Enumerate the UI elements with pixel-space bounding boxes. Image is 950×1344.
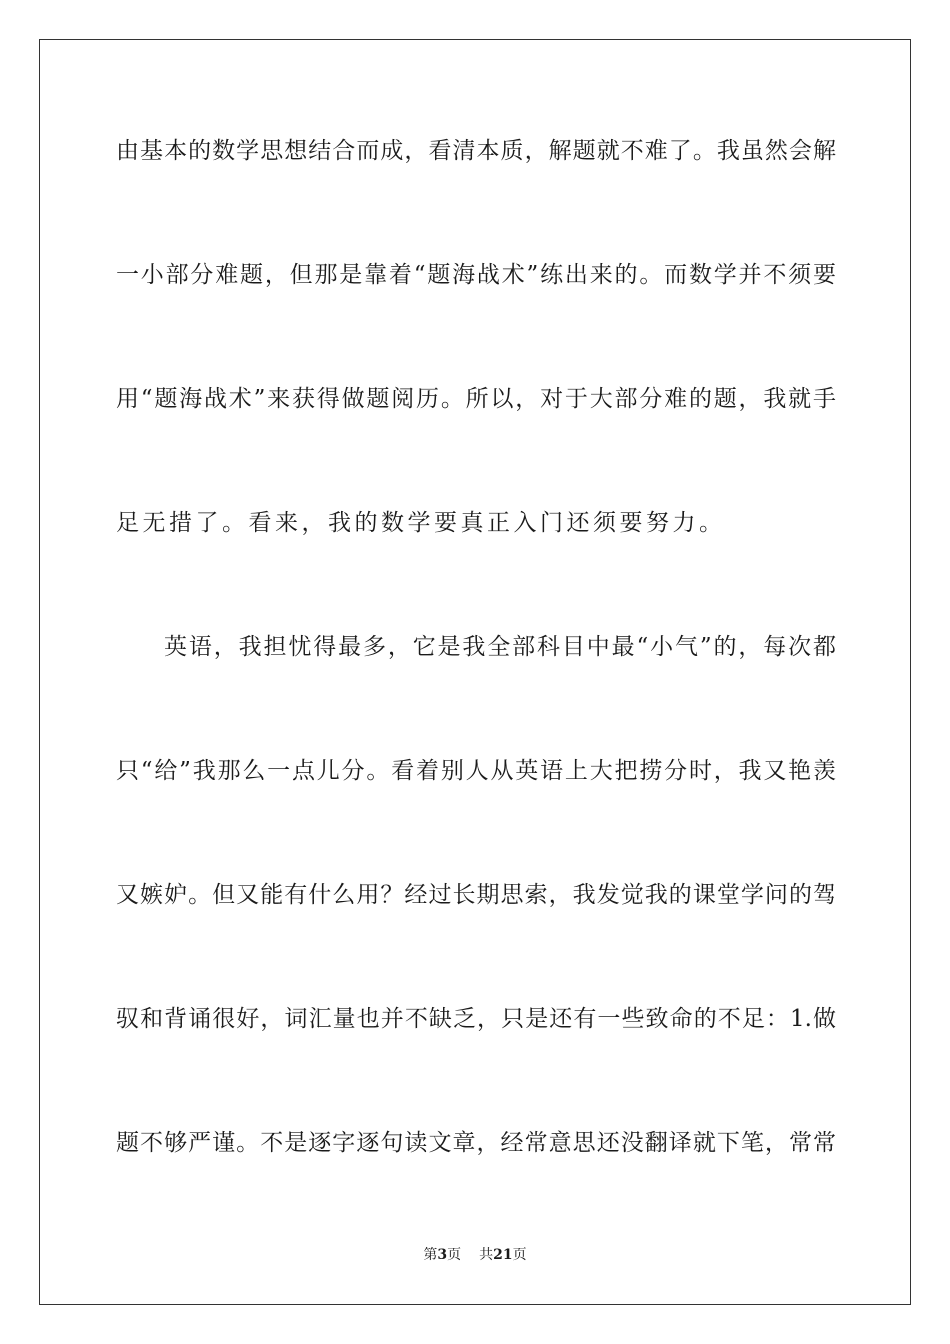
page-suffix: 页 [447,1247,462,1263]
text-line: 足无措了。看来，我的数学要真正入门还须要努力。 [116,510,726,536]
document-body [116,124,836,1240]
paragraph-first-line: 英语，我担忧得最多，它是我全部科目中最“小气”的，每次都 [164,634,836,660]
text-line: 一小部分难题，但那是靠着“题海战术”练出来的。而数学并不须要 [116,262,836,288]
text-line: 只“给”我那么一点儿分。看着别人从英语上大把捞分时，我又艳羡 [116,758,836,784]
page-footer [0,1244,950,1264]
text-line: 题不够严谨。不是逐字逐句读文章，经常意思还没翻译就下笔，常常 [116,1130,836,1156]
total-suffix: 页 [512,1247,527,1263]
text-line: 又嫉妒。但又能有什么用？经过长期思索，我发觉我的课堂学问的驾 [116,882,836,908]
text-line: 用“题海战术”来获得做题阅历。所以，对于大部分难的题，我就手 [116,386,836,412]
text-line: 由基本的数学思想结合而成，看清本质，解题就不难了。我虽然会解 [116,138,836,164]
text-line: 驭和背诵很好，词汇量也并不缺乏，只是还有一些致命的不足：1.做 [116,1006,836,1032]
current-page-number: 3 [437,1247,448,1263]
total-page-count: 21 [493,1247,513,1263]
total-prefix: 共 [479,1247,494,1263]
page-prefix: 第 [423,1247,438,1263]
